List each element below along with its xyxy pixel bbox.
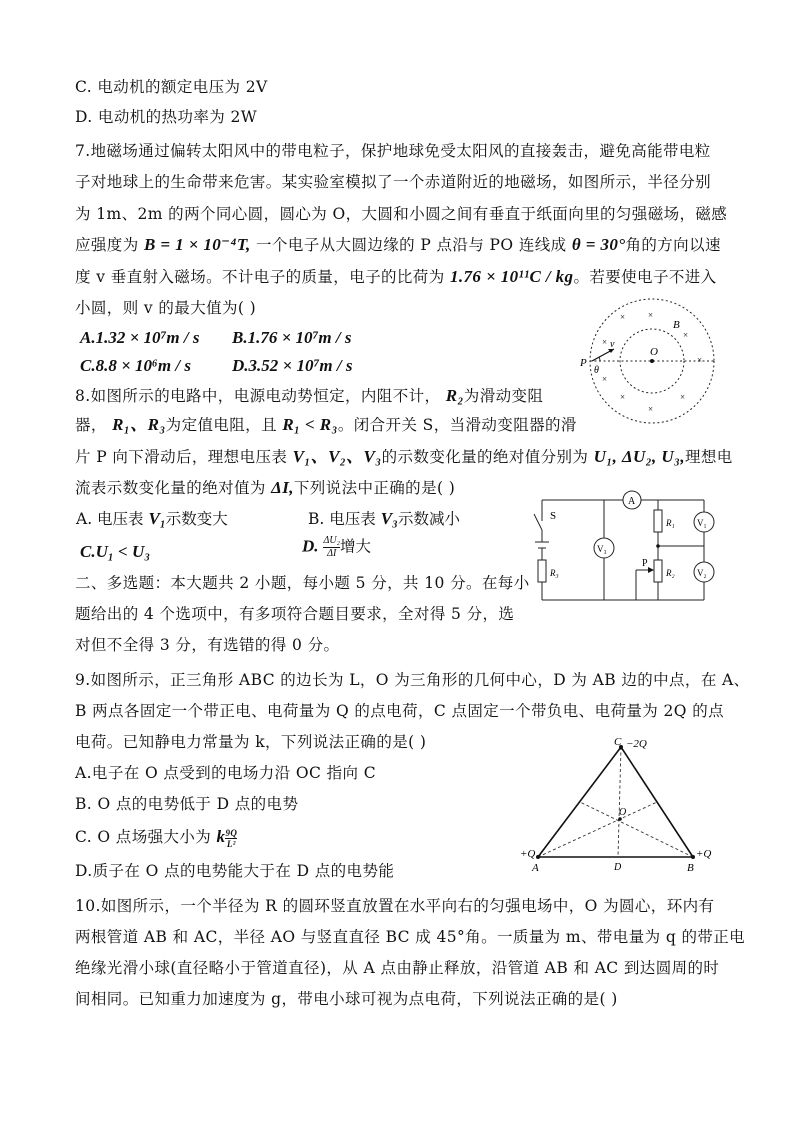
q10-stem-line3: 绝缘光滑小球(直径略小于管道直径)，从 A 点由静止释放，沿管道 AB 和 AC 到达圆周的时 — [75, 959, 720, 977]
q8-stem-line1 — [75, 385, 595, 407]
fraction-numerator: ΔU₂ — [323, 535, 341, 546]
q7-stem-line1: 7.地磁场通过偏转太阳风中的带电粒子，保护地球免受太阳风的直接轰击，避免高能带电粒 — [75, 142, 711, 160]
q7-text: 度 v 垂直射入磁场。不计电子的质量，电子的比荷为 — [75, 268, 445, 286]
q10-stem-line4: 间相同。已知重力加速度为 g，带电小球可视为点电荷，下列说法正确的是( ) — [75, 990, 618, 1008]
q7-option-b: B.1.76 × 10⁷m / s — [232, 328, 352, 347]
q9-stem-line1: 9.如图所示，正三角形 ABC 的边长为 L，O 为三角形的几何中心，D 为 AB 边的中点，在 A、 — [75, 671, 750, 689]
cross-mark: × — [648, 310, 654, 320]
q9-stem-line2: B 两点各固定一个带正电、电荷量为 Q 的点电荷，C 点固定一个带负电、电荷量为 2Q 的点 — [75, 702, 724, 720]
q8-option-b-post: 示数减小 — [397, 510, 460, 528]
q8-math-deltas: U₁, ΔU₂, U₃, — [593, 447, 685, 466]
label-a-charge: +Q — [520, 848, 536, 860]
label-b-charge: +Q — [696, 848, 712, 860]
label-v: v — [610, 339, 615, 350]
cross-mark: × — [697, 355, 703, 365]
label-c: C — [614, 736, 622, 748]
q7-option-a: A.1.32 × 10⁷m / s — [80, 328, 200, 347]
label-v1: V₁ — [697, 518, 707, 528]
q7-math-theta: θ = 30° — [571, 235, 626, 254]
q8-math-r1r3: R₁、R₃ — [112, 415, 166, 434]
label-v3: V₃ — [597, 544, 607, 554]
q8-text: 器， — [75, 416, 107, 434]
junction-dot — [656, 544, 660, 548]
q8-option-d — [302, 535, 371, 560]
q7-stem-line4 — [75, 234, 725, 256]
q8-option-a-post: 示数变大 — [165, 510, 228, 528]
point-a — [536, 855, 540, 859]
median-cd — [618, 747, 621, 857]
section2-heading-line2: 题给出的 4 个选项中，有多项符合题目要求，全对得 5 分，选 — [75, 605, 515, 623]
q7-math-b: B = 1 × 10⁻⁴T, — [143, 235, 251, 254]
q9-triangle-figure — [518, 735, 718, 875]
q7-math-ratio: 1.76 × 10¹¹C / kg — [449, 267, 574, 286]
theta-arc — [599, 357, 600, 361]
q7-stem-line5 — [75, 266, 725, 288]
q8-text: 8.如图所示的电路中，电源电动势恒定，内阻不计， — [75, 387, 441, 405]
q8-text: 为定值电阻，且 — [165, 416, 277, 434]
q8-text: 为滑动变阻 — [463, 387, 544, 405]
q9-option-c-pre: C. O 点场强大小为 — [75, 828, 212, 846]
label-r3: R₃ — [550, 568, 559, 578]
q8-option-d-post: 增大 — [340, 537, 372, 556]
cross-mark: × — [620, 312, 626, 322]
q8-math-meters: V₁、V₂、V₃ — [292, 447, 382, 466]
q8-option-d-label: D. — [302, 536, 319, 556]
cross-mark: × — [683, 330, 689, 340]
label-ammeter: A — [628, 496, 636, 507]
q10-stem-line1: 10.如图所示，一个半径为 R 的圆环竖直放置在水平向右的匀强电场中，O 为圆心，环内有 — [75, 897, 715, 915]
q8-option-b — [308, 508, 460, 530]
q7-text: 角的方向以速 — [625, 236, 721, 254]
q9-stem-line3: 电荷。已知静电力常量为 k，下列说法正确的是( ) — [75, 733, 427, 751]
q7-magnetic-field-figure — [580, 298, 720, 438]
label-slider-p: P — [642, 558, 648, 569]
fraction-denominator: L² — [226, 838, 236, 849]
point-b — [691, 855, 695, 859]
q7-stem-line6: 小圆，则 v 的最大值为( ) — [75, 299, 257, 317]
q7-text: 。若要使电子不进入 — [573, 268, 717, 286]
label-r2: R₂ — [666, 568, 675, 578]
q8-stem-line2 — [75, 414, 595, 436]
q8-option-b-pre: B. 电压表 — [308, 510, 376, 528]
q8-circuit-figure — [528, 486, 718, 606]
q9-option-c — [75, 826, 515, 849]
cross-mark: × — [680, 392, 686, 402]
q8-option-b-math: V₃ — [380, 509, 398, 528]
label-theta: θ — [594, 365, 599, 376]
q7-option-c: C.8.8 × 10⁶m / s — [80, 356, 191, 375]
q9-option-b: B. O 点的电势低于 D 点的电势 — [75, 795, 299, 813]
q7-option-d: D.3.52 × 10⁷m / s — [232, 356, 353, 375]
q8-option-a — [76, 508, 228, 530]
q8-option-a-pre: A. 电压表 — [76, 510, 144, 528]
q8-math-r2: R₂ — [445, 386, 464, 405]
q6-option-c: C. 电动机的额定电压为 2V — [75, 78, 268, 96]
q7-text: 应强度为 — [75, 236, 139, 254]
label-a: A — [532, 862, 539, 874]
q7-text: 一个电子从大圆边缘的 P 点沿与 PO 连线成 — [256, 236, 567, 254]
label-c-charge: −2Q — [626, 738, 647, 750]
label-v2: V₂ — [697, 568, 707, 578]
q8-text: 片 P 向下滑动后，理想电压表 — [75, 448, 288, 466]
q6-option-d: D. 电动机的热功率为 2W — [75, 108, 258, 126]
label-o: O — [650, 346, 658, 358]
q9-option-c-k: k — [216, 827, 226, 846]
cross-mark: × — [602, 337, 608, 347]
section2-heading-line1: 二、多选题：本大题共 2 小题，每小题 5 分，共 10 分。在每小 — [75, 574, 530, 592]
median-b — [580, 802, 693, 857]
label-switch: S — [550, 510, 557, 522]
slider-arrow — [648, 567, 654, 573]
q7-stem-line2: 子对地球上的生命带来危害。某实验室模拟了一个赤道附近的地磁场，如图所示，半径分别 — [75, 173, 712, 191]
q8-option-c: C.U₁ < U₃ — [80, 542, 151, 561]
label-d: D — [614, 862, 622, 873]
label-o: O — [619, 807, 627, 818]
cross-mark: × — [648, 404, 654, 414]
q8-text: 。闭合开关 S，当滑动变阻器的滑 — [337, 416, 577, 434]
q10-stem-line2: 两根管道 AB 和 AC，半径 AO 与竖直直径 BC 成 45°角。一质量为 m、带电量为 q 的带正电 — [75, 928, 746, 946]
q8-math-ineq: R₁ < R₃ — [282, 415, 338, 434]
q9-option-d: D.质子在 O 点的电势能大于在 D 点的电势能 — [75, 862, 395, 880]
q8-option-d-fraction — [323, 535, 340, 560]
q8-option-a-math: V₁ — [148, 509, 166, 528]
fraction-numerator: 9Q — [225, 827, 238, 838]
section2-heading-line3: 对但不全得 3 分，有选错的得 0 分。 — [75, 636, 340, 654]
fraction-denominator: ΔI — [327, 548, 337, 559]
triangle-abc — [538, 747, 693, 857]
q9-option-c-fraction — [225, 828, 237, 849]
q9-option-a: A.电子在 O 点受到的电场力沿 OC 指向 C — [75, 764, 376, 782]
q7-stem-line3: 为 1m、2m 的两个同心圆，圆心为 O，大圆和小圆之间有垂直于纸面向里的匀强磁场，磁感 — [75, 205, 728, 223]
q8-text: 流表示数变化量的绝对值为 — [75, 479, 266, 497]
label-b: B — [673, 319, 680, 331]
cross-mark: × — [620, 392, 626, 402]
label-r1: R₁ — [666, 518, 675, 528]
q8-text: 下列说法中正确的是( ) — [293, 479, 456, 497]
label-p: P — [580, 357, 587, 369]
center-point — [650, 359, 654, 363]
label-b: B — [687, 862, 694, 874]
q8-text: 的示数变化量的绝对值分别为 — [381, 448, 589, 466]
q8-stem-line3 — [75, 446, 733, 468]
cross-mark: × — [602, 374, 608, 384]
q8-text: 理想电 — [684, 448, 733, 466]
q8-math-di: ΔI, — [271, 478, 294, 497]
